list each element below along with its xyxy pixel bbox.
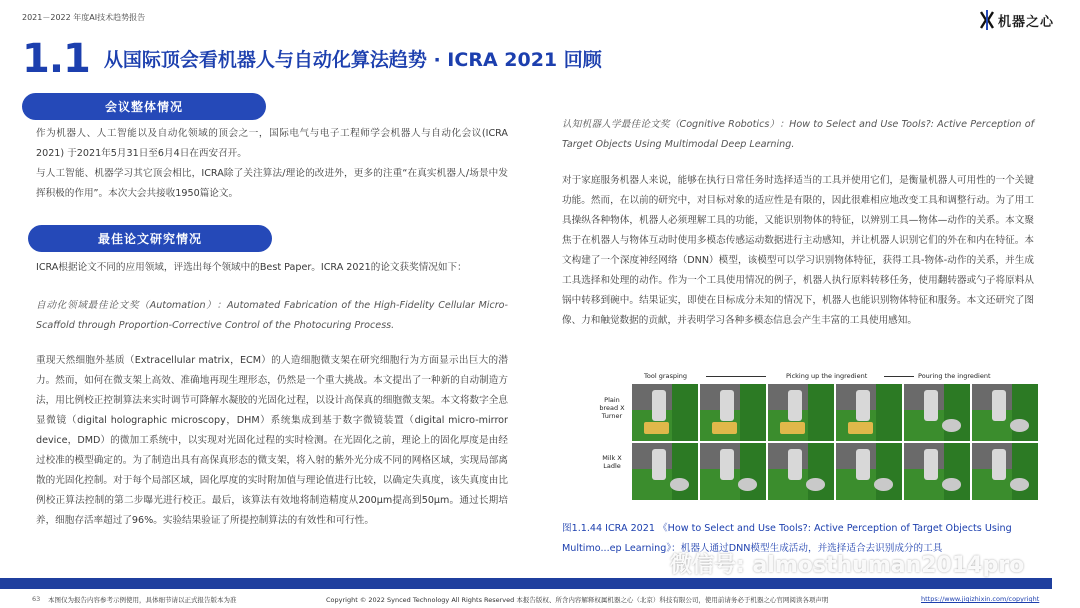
section-title (22, 36, 602, 82)
jiqizhixin-logo-icon (980, 10, 994, 30)
watermark-text: 微信号: almosthuman2014pro (670, 553, 1025, 578)
figure-photo (768, 384, 834, 441)
figure-photo (836, 384, 902, 441)
figure-photo (700, 384, 766, 441)
figure-photo (972, 384, 1038, 441)
figure-photo (700, 443, 766, 500)
figure-arrow (884, 376, 914, 377)
figure-photo (972, 443, 1038, 500)
figure-photo (904, 443, 970, 500)
section-number: 1.1 (22, 36, 90, 82)
cognitive-paper-summary: 对于家庭服务机器人来说，能够在执行日常任务时选择适当的工具并使用它们，是衡量机器人可用性的一个关键功能。然而，在以前的研究中，对目标对象的适应性是有限的，因此很难相应地改变工具和调整行动。为了用工具操纵各种物体，机器人必须理解工具的功能，又能识别物体的特征，以辨别工具—物体—动作的关系。本文聚焦于在机器人与物体互动时使用多模态传感运动数据进行主动感知，并让机器人识别它们的外在和内在特征。本文构建了一个深度神经网络（DNN）模型，该模型可以学习识别物体特征，获得工具-物体-动作的关系，并生成工具选择和处理的动作。作为一个工具使用情况的例子，机器人执行原料转移任务，使用翻转器或勺子将原料从锅中转移到碗中。结果证实，即使在目标成分未知的情况下，机器人也能识别物体特征和服务。本文还研究了图像、力和触觉数据的贡献，并表明学习各种多模态信息会产生丰富的工具使用感知。 (562, 175, 1034, 326)
tool-use-figure (594, 372, 1034, 510)
footer-copyright: Copyright © 2022 Synced Technology All Rights Reserved 本报告版权、所含内容解释权属机器之心（北京）科技有限公司，使用前请务必于机器之心官网阅读各项声明 (326, 596, 829, 604)
logo-text: 机器之心 (997, 14, 1054, 30)
figure-arrow (706, 376, 766, 377)
section-heading: 从国际顶会看机器人与自动化算法趋势 · ICRA 2021 回顾 (103, 49, 602, 71)
figure-row-label-milk: Milk X Ladle (602, 454, 622, 470)
best-paper-section-pill: 最佳论文研究情况 (28, 225, 272, 252)
automation-paper-summary: 重现天然细胞外基质（Extracellular matrix，ECM）的人造细胞微支架在研究细胞行为方面显示出巨大的潜力。然而，如何在微支架上高效、准确地再现生理形态，仍然是一个重大挑战。本文提出了一种新的自动制造方法，用比例校正控制算法来实时调节可降解水凝胶的光固化过程，以设计高保真的细胞微支架。本文将数字全息显微镜（digital holographic microscopy，DHM）系统集成到基于数字微镜装置（digital micro-mirror device，DMD）的微加工系统中，以实现对光固化过程的实时检测。在光固化之前，理论上的固化厚度是由经过校准的模型确定的。为了制造出具有高保真形态的微支架，将入射的紫外光分成不同的网格区域，实现局部离散的光固化控制。对于每个局部区域，固化厚度的实时附加值与理论值进行比较，以确定失真度，该失真度由比例校正算法控制的第二步曝光进行校正。最后，该算法有效地将制造精度从200μm提高到50μm。通过长期培养，细胞存活率超过了96%。实验结果验证了所提控制算法的有效性和可行性。 (36, 355, 508, 526)
figure-photo (632, 384, 698, 441)
figure-photo (768, 443, 834, 500)
overview-section-pill: 会议整体情况 (22, 93, 266, 120)
figure-image-grid (632, 384, 1038, 500)
logo (980, 10, 1054, 30)
copyright-link[interactable]: https://www.jiqizhixin.com/copyright (921, 595, 1040, 603)
wechat-icon (640, 554, 662, 574)
footer-bar (0, 578, 1052, 589)
overview-paragraph: 作为机器人、人工智能以及自动化领域的顶会之一，国际电气与电子工程师学会机器人与自动化会议(ICRA 2021) 于2021年5月31日至6月4日在西安召开。 (36, 128, 508, 159)
figure-row-label-bread: Plain bread X Turner (599, 396, 625, 420)
figure-photo (632, 443, 698, 500)
figure-header-grasping: Tool grasping (644, 372, 688, 380)
cognitive-robotics-award: 认知机器人学最佳论文奖（Cognitive Robotics）：How to Select and Use Tools?: Active Perception of Target Objects Using Multimodal Deep Learning. (562, 119, 1034, 150)
figure-header-picking: Picking up the ingredient (786, 372, 868, 380)
footer-disclaimer: 本图仅为报告内容参考示例使用，具体细节请以正式报告版本为准 (48, 596, 237, 604)
report-tag: 2021－2022 年度AI技术趋势报告 (22, 13, 146, 22)
best-paper-intro: ICRA根据论文不同的应用领域，评选出每个领域中的Best Paper。ICRA 2021的论文获奖情况如下： (36, 262, 467, 273)
figure-photo (904, 384, 970, 441)
figure-photo (836, 443, 902, 500)
figure-header-pouring: Pouring the ingredient (918, 372, 991, 380)
figure-caption: 图1.1.44 ICRA 2021 《How to Select and Use Tools?: Active Perception of Target Objects Using Multimo...ep Learning》：机器人通过DNN模型生成活动，并选择适合去识别成分的工具 (562, 523, 1012, 554)
figure-headers (626, 372, 1031, 382)
automation-award: 自动化领域最佳论文奖（Automation）：Automated Fabrication of the High-Fidelity Cellular Micro-Scaffold through Proportion-Corrective Control of the Photocuring Process. (36, 300, 508, 331)
page-number: 63 (32, 595, 41, 603)
overview-paragraph-2: 与人工智能、机器学习其它顶会相比，ICRA除了关注算法/理论的改进外，更多的注重“在真实机器人/场景中发挥积极的作用”。本次大会共接收1950篇论文。 (36, 168, 508, 199)
wechat-watermark (640, 548, 1024, 579)
